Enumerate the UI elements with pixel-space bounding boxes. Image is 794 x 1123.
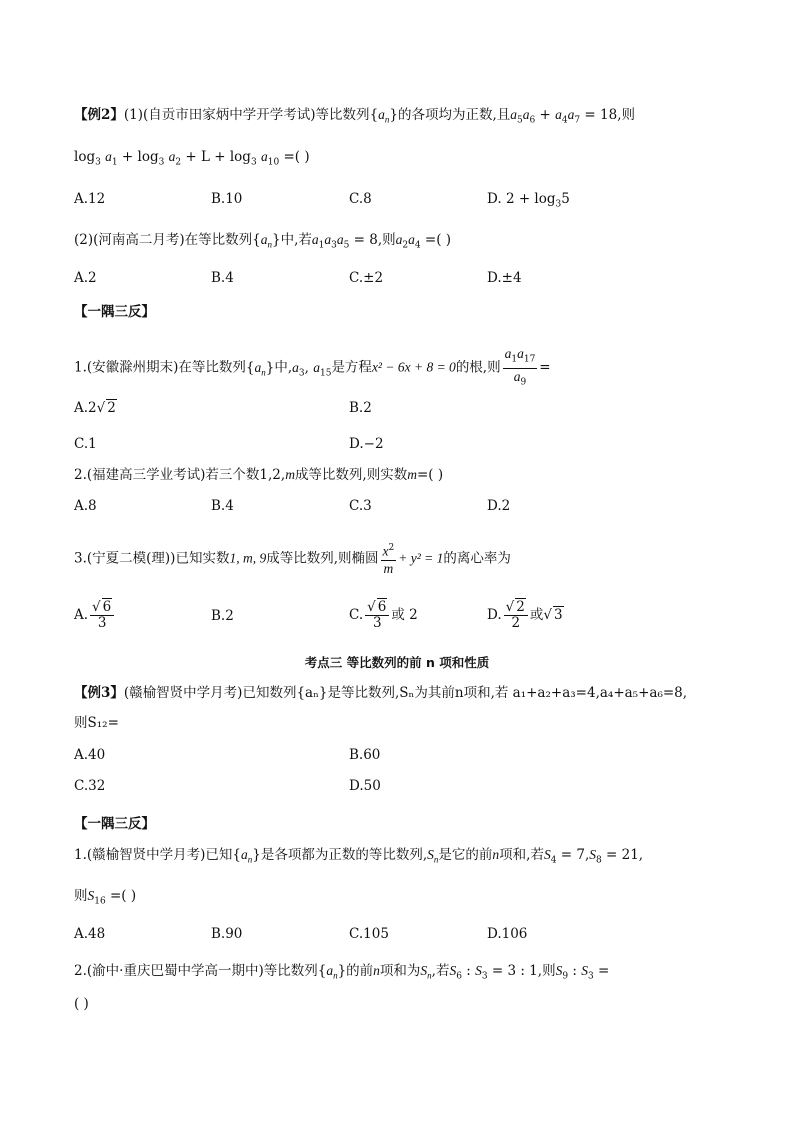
ex2-part2-line (74, 230, 451, 256)
q4-s4: = 7 (560, 847, 585, 863)
ex2-p2-prefix: (2)(河南高二月考)在等比数列 (74, 232, 253, 248)
q4-option-a[interactable]: A.48 (74, 926, 106, 942)
q5-tail: = (597, 963, 610, 979)
q4-n: n (492, 847, 500, 862)
q3-seq: 1, m, 9 (229, 550, 267, 566)
q3-mid: 成等比数列,则椭圆 (266, 550, 379, 567)
q1-line (74, 346, 551, 390)
q3-tail: 的离心率为 (443, 550, 511, 567)
ex2-p2-option-d[interactable]: D.±4 (487, 270, 522, 286)
ex3-option-a[interactable]: A.40 (74, 747, 106, 763)
seq-an: $\{a_n\}$ (369, 107, 398, 125)
q5-line1: 2.(渝中·重庆巴蜀中学高一期中)等比数列$\{a_n\}$的前n项和为$S_n$,若$S_6$ : $S_3 = 3$ : 1,则$S_9$ : $S_3$ = (74, 963, 610, 982)
q1-option-b[interactable]: B.2 (349, 400, 372, 416)
q3-prefix: 3.(宁夏二模(理))已知实数 (74, 550, 230, 567)
q4-option-b[interactable]: B.90 (211, 926, 243, 942)
q3-option-c[interactable]: C. $\frac{√ 6}{3}$ 或 2 (349, 599, 418, 631)
q1-terms: $a_3$, $a_{15}$ (292, 359, 332, 379)
ex2-p2-product: $a_1a_3a_5$ (311, 232, 350, 251)
seq-an: $\{a_n\}$ (232, 847, 261, 865)
ex2-part1-line2 (74, 147, 310, 173)
q1-fraction: $\frac{a_1a_{17}}{a_9}$ (504, 346, 536, 388)
ex2-p1-option-b[interactable]: B.10 (211, 191, 243, 207)
q3-line (74, 541, 511, 577)
ex2-p1-option-c[interactable]: C.8 (349, 191, 372, 207)
ex2-p2-end: =( ) (424, 232, 452, 248)
q4-line1: 1.(赣榆智贤中学月考)已知$\{a_n\}$是各项都为正数的等比数列$,S_n$是它的前n项和,若$S_4 = 7,S_8 = 21$, (74, 847, 644, 866)
ex3-line1 (74, 683, 687, 703)
q4-s8: = 21 (606, 847, 639, 863)
q1-option-a[interactable]: A.2√ 2 (74, 400, 116, 416)
q1-option-c[interactable]: C.1 (74, 436, 97, 452)
q1-equation: x² − 6x + 8 = 0 (371, 359, 456, 375)
practice-label-2: 【一隅三反】 (74, 816, 155, 832)
seq-an: $\{a_n\}$ (252, 232, 281, 250)
ex2-p2-option-a[interactable]: A.2 (74, 270, 97, 286)
ex2-p1-prefix: (1)(自贡市田家炳中学开学考试)等比数列 (123, 107, 370, 123)
ex3-label: 【例3】 (74, 685, 124, 701)
ex2-p1-condition: $a_5a_6 + a_4a_7 = 18$ (510, 107, 618, 126)
q3-ellipse-rest: + y² = 1 (398, 550, 444, 566)
q3-option-d[interactable]: D. $\frac{√ 2}{2}$ 或√ 3 (487, 599, 563, 631)
ex2-p2-option-b[interactable]: B.4 (211, 270, 234, 286)
ex2-p1-mid: 的各项均为正数,且 (398, 107, 511, 123)
ex3-line2: 则S₁₂= (74, 715, 119, 731)
q1-prefix: 1.(安徽滁州期末)在等比数列 (74, 359, 246, 376)
ex2-p2-mid: 中,若 (280, 232, 312, 248)
q5-ratio1: = 3 : 1 (491, 963, 538, 979)
ex2-p1-paren: =( ) (283, 149, 310, 165)
ex2-p2-option-c[interactable]: C.±2 (349, 270, 384, 286)
section-title: 考点三 等比数列的前 n 项和性质 (304, 655, 490, 670)
practice-label: 【一隅三反】 (74, 304, 155, 320)
ex3-option-d[interactable]: D.50 (349, 778, 381, 794)
q4-mid: 是各项都为正数的等比数列, (260, 847, 428, 863)
q5-mid3: ,若 (431, 963, 450, 979)
ex2-part1-line1 (74, 105, 635, 131)
q2-line (74, 465, 443, 485)
q2-option-b[interactable]: B.4 (211, 498, 234, 514)
ex3-text: (赣榆智贤中学月考)已知数列{aₙ}是等比数列,Sₙ为其前n项和,若 a₁+a₂+a₃=4,a₄+a₅+a₆=8, (123, 685, 688, 701)
q4-line2: 则$S_{16}$ =( ) (74, 888, 137, 907)
seq-an: $\{a_n\}$ (245, 359, 275, 378)
q2-option-d[interactable]: D.2 (487, 498, 511, 514)
q1-mid2: 是方程 (331, 359, 372, 376)
ex2-p2-rhs: = 8,则 (353, 232, 396, 248)
q2-option-c[interactable]: C.3 (349, 498, 372, 514)
q4-option-c[interactable]: C.105 (349, 926, 389, 942)
q5-mid2: 项和为 (379, 963, 421, 979)
q4-mid2: 是它的前 (438, 847, 493, 863)
ex3-option-b[interactable]: B.60 (349, 747, 381, 763)
q1-mid3: 的根,则 (455, 359, 501, 376)
ex2-label: 【例2】 (74, 107, 124, 123)
ex2-p1-option-d[interactable]: D. $2 + \log_35$ (487, 191, 570, 210)
log-sum: $\log_3 a_1 + \log_3 a_2 + L + \log_3 a_{10}$ (74, 149, 280, 168)
q4-sn: $S_n$ (427, 847, 439, 865)
q4-mid3: 项和,若 (499, 847, 544, 863)
q5-line2: ( ) (74, 996, 89, 1012)
q2-text3: =( ) (416, 467, 444, 483)
q2-text: 2.(福建高三学业考试)若三个数1,2, (74, 467, 286, 483)
ex2-p1-option-a[interactable]: A.12 (74, 191, 106, 207)
q2-text2: 成等比数列,则实数 (294, 467, 408, 483)
q3-ellipse-fraction: $\frac{x^2}{m}$ (382, 543, 395, 576)
q1-tail: = (539, 359, 551, 376)
q3-option-a[interactable]: A. $\frac{√ 6}{3}$ (74, 600, 116, 631)
q2-option-a[interactable]: A.8 (74, 498, 97, 514)
q1-option-d[interactable]: D.−2 (349, 436, 384, 452)
q2-var2: m (407, 467, 417, 482)
q4-prefix: 1.(赣榆智贤中学月考)已知 (74, 847, 233, 863)
q2-var: m (285, 467, 295, 482)
q4-option-d[interactable]: D.106 (487, 926, 528, 942)
q1-mid: 中, (274, 359, 293, 376)
q3-option-b[interactable]: B.2 (211, 608, 234, 624)
ex3-option-c[interactable]: C.32 (74, 778, 106, 794)
ex2-p2-target: $a_2a_4$ (395, 232, 421, 251)
q5-prefix: 2.(渝中·重庆巴蜀中学高一期中)等比数列 (74, 963, 318, 979)
q5-mid: 的前 (346, 963, 374, 979)
ex2-p1-end: ,则 (617, 107, 636, 123)
seq-an: $\{a_n\}$ (317, 963, 347, 981)
q5-mid4: ,则 (537, 963, 556, 979)
